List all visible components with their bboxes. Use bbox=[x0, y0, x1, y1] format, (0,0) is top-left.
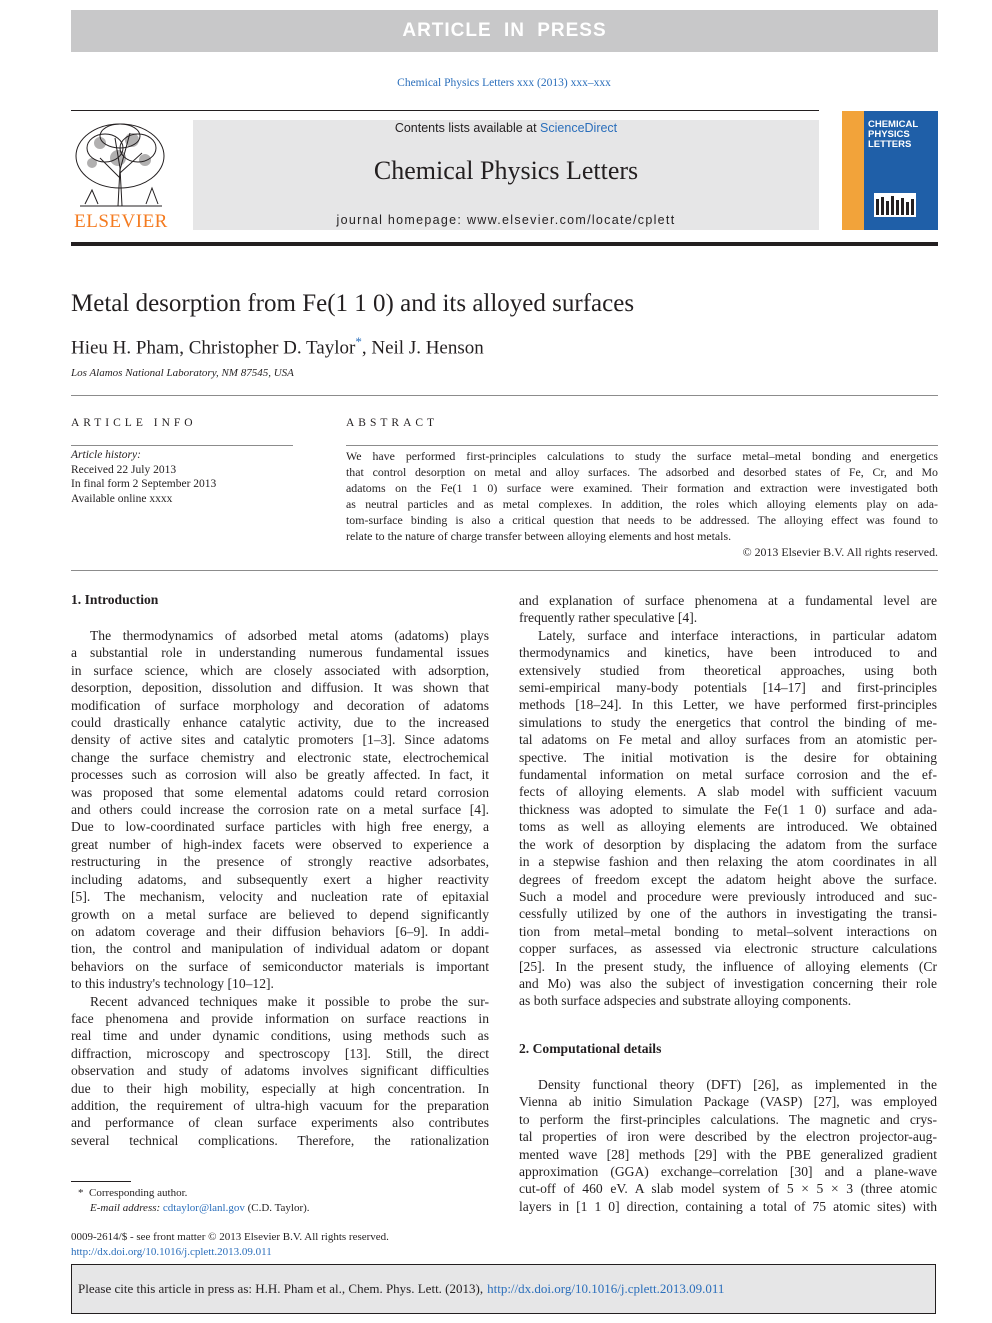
text-line: The thermodynamics of adsorbed metal atoms (adatoms) plays bbox=[90, 628, 489, 643]
text-line: face phenomena and provide information on surface reactions in bbox=[71, 1010, 489, 1026]
text-line: approximation (GGA) exchange–correlation [30] and a plane-wave bbox=[519, 1164, 937, 1180]
footnote-rule bbox=[71, 1181, 131, 1182]
text-line: simulations to study the energetics that control the binding of me- bbox=[519, 714, 937, 730]
footnote-corresponding bbox=[78, 1186, 310, 1201]
text-line: several technical complications. Therefore, the rationalization bbox=[71, 1132, 489, 1148]
text-line: processes such as corrosion will also be greatly affected. In fact, it bbox=[71, 767, 489, 783]
text-line: Such a model and procedure were previously introduced and suc- bbox=[519, 888, 937, 904]
author-name: Hieu H. Pham bbox=[71, 337, 180, 359]
email-label: E-mail address: bbox=[90, 1202, 161, 1214]
text-line: addition, the requirement of ultra-high vacuum for the preparation bbox=[71, 1097, 489, 1113]
text-line: methods [18–24]. In this Letter, we have performed first-principles bbox=[519, 697, 937, 713]
text-line: extensively studied from theoretical approaches, using both bbox=[519, 662, 937, 678]
paragraph bbox=[71, 993, 489, 1150]
doi-link[interactable]: http://dx.doi.org/10.1016/j.cplett.2013.09.011 bbox=[71, 1245, 272, 1258]
journal-title: Chemical Physics Letters bbox=[373, 156, 639, 185]
article-info-label: ARTICLE INFO bbox=[71, 417, 197, 429]
header-top-rule bbox=[71, 110, 819, 111]
abstract-line: We have performed first-principles calculations to study the surface metal–metal bonding and energetics bbox=[346, 449, 938, 463]
contents-prefix: Contents lists available at bbox=[394, 121, 541, 135]
front-matter-line: 0009-2614/$ - see front matter © 2013 Elsevier B.V. All rights reserved. bbox=[71, 1231, 389, 1243]
text-line: could drastically enhance catalytic activity, due to the increased bbox=[71, 715, 489, 731]
right-column-text-top bbox=[519, 592, 937, 1010]
author-separator: , bbox=[361, 337, 372, 359]
footnote-email bbox=[78, 1201, 310, 1216]
right-column-text-bottom bbox=[519, 1076, 937, 1215]
text-line: to this industry's technology [10–12]. bbox=[71, 976, 274, 992]
text-line: frequently rather speculative [4]. bbox=[519, 610, 698, 626]
text-line: and explanation of surface phenomena at a fundamental level are bbox=[519, 593, 937, 608]
email-link[interactable]: cdtaylor@lanl.gov bbox=[162, 1202, 245, 1214]
intro-heading: 1. Introduction bbox=[71, 592, 159, 607]
text-line: as both surface adspecies and substrate alloying components. bbox=[519, 993, 852, 1009]
text-line: degrees of freedom except the adatom height above the surface. bbox=[519, 871, 937, 887]
text-line: in surface science, which are closely associated with adsorption, bbox=[71, 662, 489, 678]
text-line: tion, the control and manipulation of individual adatom or dopant bbox=[71, 941, 489, 957]
cover-title-line: LETTERS bbox=[868, 139, 912, 150]
text-line: was proposed that some elemental adatoms could retard corrosion bbox=[71, 784, 489, 800]
text-line: semi-empirical many-body potentials [14–17] and first-principles bbox=[519, 680, 937, 696]
text-line: modification of surface morphology and decoration of adatoms bbox=[71, 697, 489, 713]
text-line: on adatom coverage and their diffusion behaviors [6–9]. In addi- bbox=[71, 923, 489, 939]
text-line: [5]. The mechanism, velocity and nucleation rate of epitaxial bbox=[71, 889, 489, 905]
header-bottom-rule bbox=[71, 242, 938, 246]
paragraph bbox=[519, 1076, 937, 1215]
text-line: diffraction, microscopy and spectroscopy [13]. Still, the direct bbox=[71, 1045, 489, 1061]
cover-title-line: PHYSICS bbox=[868, 129, 910, 140]
text-line: density of active sites and catalytic promoters [1–3]. Since adatoms bbox=[71, 732, 489, 748]
text-line: Recent advanced techniques make it possible to probe the sur- bbox=[90, 993, 489, 1009]
text-line: the work of desorption by displacing the adatom from the surface bbox=[519, 836, 937, 852]
text-line: change the surface chemistry and electronic state, electrochemical bbox=[71, 749, 489, 765]
abstract-text bbox=[346, 448, 938, 560]
paragraph bbox=[519, 627, 937, 1010]
cover-bars-graphic bbox=[874, 193, 916, 217]
abstract-line: tom-surface binding is also a critical question that needs to be addressed. The alloying effect was found to bbox=[346, 513, 938, 527]
text-line: mented wave [28] methods [29] with the PBE generalized gradient bbox=[519, 1146, 937, 1162]
text-line: cut-off of 460 eV. A slab model system of 5 × 5 × 3 (three atomic bbox=[519, 1181, 937, 1197]
text-line: and others could increase the corrosion rate on a metal surface [4]. bbox=[71, 802, 489, 818]
journal-homepage[interactable]: journal homepage: www.elsevier.com/locate/cplett bbox=[336, 213, 676, 227]
paragraph bbox=[519, 592, 937, 627]
text-line: copper surfaces, as assessed via electronic structure calculations bbox=[519, 941, 937, 957]
abstract-line: adatoms on the Fe(1 1 0) surface were examined. Their formation and extraction were investigated both bbox=[346, 481, 938, 495]
text-line: cessfully utilized by one of the authors in investigating the transi- bbox=[519, 906, 937, 922]
sciencedirect-link[interactable]: ScienceDirect bbox=[540, 121, 618, 135]
article-in-press-banner: ARTICLE IN PRESS bbox=[71, 10, 938, 52]
text-line: behaviors on the surface of semiconductor materials is important bbox=[71, 958, 489, 974]
copyright-line: © 2013 Elsevier B.V. All rights reserved. bbox=[742, 545, 938, 559]
text-line: desorption, deposition, dissolution and diffusion. It was shown that bbox=[71, 680, 489, 696]
article-info-rule bbox=[71, 445, 293, 446]
text-line: real time and under dynamic conditions, using methods such as bbox=[71, 1028, 489, 1044]
paragraph bbox=[71, 627, 489, 993]
history-item: Received 22 July 2013 bbox=[71, 463, 177, 476]
text-line: [25]. In the present study, the influence of alloying elements (Cr bbox=[519, 958, 937, 974]
author-name: Christopher D. Taylor bbox=[188, 337, 356, 359]
author-separator: , bbox=[179, 337, 189, 359]
cover-title bbox=[868, 120, 918, 150]
text-line: to perform the first-principles calculations. The magnetic and crys- bbox=[519, 1111, 937, 1127]
front-matter bbox=[71, 1230, 389, 1259]
text-line: and Mo) was also the subject of investigation concerning their role bbox=[519, 975, 937, 991]
text-line: in a stepwise fashion and then relaxing the atom coordinates in all bbox=[519, 854, 937, 870]
journal-citation-link[interactable]: Chemical Physics Letters xxx (2013) xxx–xxx bbox=[397, 77, 611, 89]
abstract-rule bbox=[346, 445, 938, 446]
article-history bbox=[71, 448, 216, 506]
text-line: thickness was adopted to simulate the Fe(1 1 0) surface and ada- bbox=[519, 801, 937, 817]
journal-cover-thumbnail bbox=[842, 111, 938, 230]
footnote-corresponding-text: Corresponding author. bbox=[89, 1187, 188, 1199]
text-line: fundamental information on metal surface corrosion and the ef- bbox=[519, 767, 937, 783]
email-suffix: (C.D. Taylor). bbox=[247, 1202, 310, 1214]
footnote bbox=[78, 1186, 310, 1216]
text-line: Lately, surface and interface interactions, in particular adatom bbox=[538, 627, 937, 643]
computational-heading: 2. Computational details bbox=[519, 1041, 662, 1056]
text-line: due to their high mobility, especially at high concentration. In bbox=[71, 1080, 489, 1096]
abstract-line: as neutral particles and as metal complexes. In addition, the roles which alloying elements play on ada- bbox=[346, 497, 938, 511]
abstract-line: that control desorption on metal and alloy surfaces. The adsorbed and desorbed states of Fe, Cr, and Mo bbox=[346, 465, 938, 479]
cover-side-strip bbox=[842, 111, 864, 230]
history-item: Available online xxxx bbox=[71, 492, 173, 505]
footnote-mark: * bbox=[78, 1187, 84, 1199]
text-line: great number of high-index facets were observed to experience a bbox=[71, 836, 489, 852]
text-line: tal adatoms on Fe metal and alloy surfaces from an atomistic per- bbox=[519, 732, 937, 748]
history-label: Article history: bbox=[71, 449, 141, 461]
cite-prefix: Please cite this article in press as: H.H. Pham et al., Chem. Phys. Lett. (2013), bbox=[78, 1281, 484, 1296]
title-divider bbox=[71, 395, 938, 396]
cite-doi-link[interactable]: http://dx.doi.org/10.1016/j.cplett.2013.09.011 bbox=[487, 1281, 725, 1296]
text-line: tal properties of iron were described by the electron projector-aug- bbox=[519, 1129, 937, 1145]
text-line: fects of alloying elements. A slab model with sufficient vacuum bbox=[519, 784, 937, 800]
text-line: layers in [1 1 0] direction, containing a total of 75 atomic sites) with bbox=[519, 1198, 937, 1214]
citation-box bbox=[71, 1264, 936, 1314]
text-line: including adatoms, and subsequently exert a higher reactivity bbox=[71, 871, 489, 887]
text-line: a substantial role in understanding numerous fundamental issues bbox=[71, 645, 489, 661]
corresponding-author-mark[interactable]: * bbox=[355, 334, 362, 349]
abstract-label: ABSTRACT bbox=[346, 417, 439, 429]
text-line: observation and study of adatoms involves significant difficulties bbox=[71, 1063, 489, 1079]
text-line: thermodynamics and kinetics, have been introduced to and bbox=[519, 645, 937, 661]
text-line: Density functional theory (DFT) [26], as implemented in the bbox=[538, 1077, 937, 1092]
cover-title-line: CHEMICAL bbox=[868, 119, 919, 130]
text-line: spective. The initial motivation is the desire for obtaining bbox=[519, 749, 937, 765]
article-title: Metal desorption from Fe(1 1 0) and its alloyed surfaces bbox=[71, 290, 635, 317]
text-line: Vienna ab initio Simulation Package (VASP) [27], was employed bbox=[519, 1094, 937, 1110]
cover-graphic bbox=[874, 193, 916, 217]
text-line: tion from metal–metal bonding to metal–solvent interactions on bbox=[519, 923, 937, 939]
affiliation: Los Alamos National Laboratory, NM 87545, USA bbox=[71, 367, 294, 379]
history-item: In final form 2 September 2013 bbox=[71, 478, 217, 490]
abstract-line: relate to the nature of charge transfer between alloying elements and host metals. bbox=[346, 529, 732, 543]
text-line: restructuring in the presence of strongly reactive adsorbates, bbox=[71, 854, 489, 870]
text-line: growth on a metal surface are believed to depend significantly bbox=[71, 906, 489, 922]
text-line: and performance of clean surface experiments also contributes bbox=[71, 1115, 489, 1131]
author-list bbox=[71, 334, 484, 359]
left-column-text bbox=[71, 627, 489, 1149]
text-line: toms as well as alloying elements are introduced. We obtained bbox=[519, 819, 937, 835]
text-line: Due to low-coordinated surface particles with high free energy, a bbox=[71, 819, 489, 835]
elsevier-wordmark: ELSEVIER bbox=[74, 211, 168, 232]
author-name: Neil J. Henson bbox=[371, 337, 484, 359]
contents-available-line bbox=[193, 121, 819, 135]
abstract-bottom-rule bbox=[71, 570, 938, 571]
